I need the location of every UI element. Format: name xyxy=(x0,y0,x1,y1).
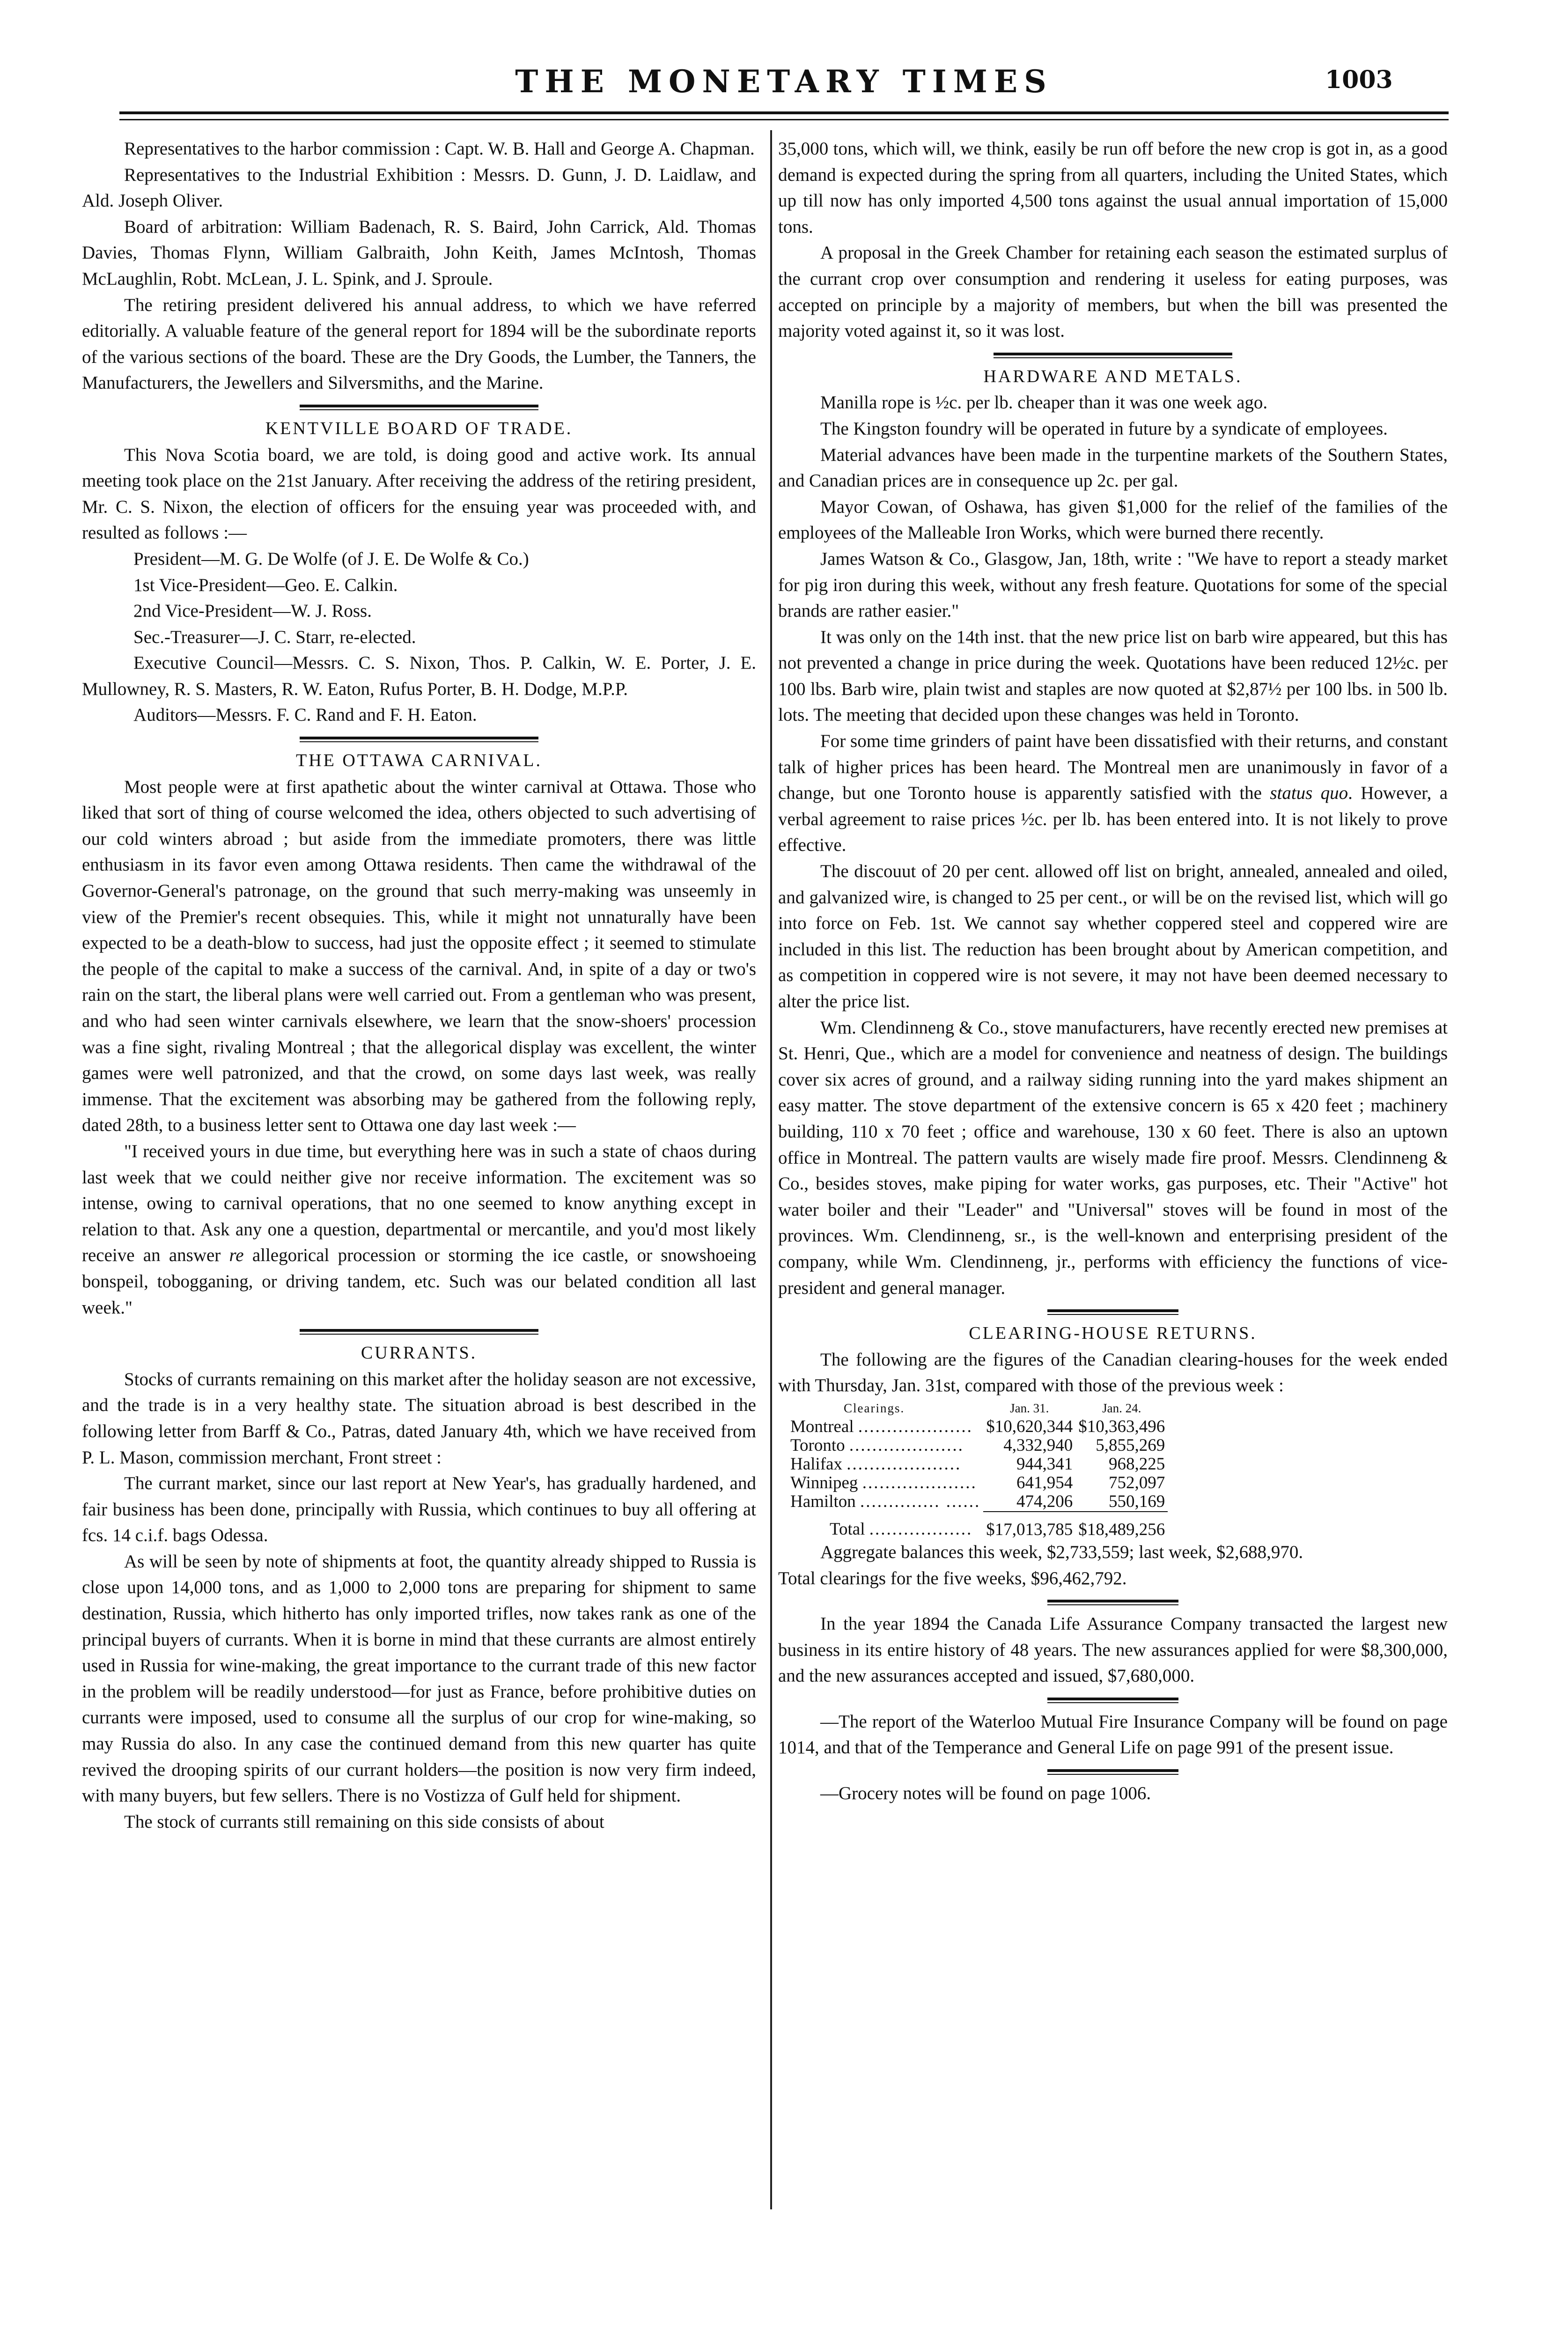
total-value: $18,489,256 xyxy=(1075,1512,1168,1539)
section-rule xyxy=(1047,1769,1178,1775)
value-cell: 5,855,269 xyxy=(1096,1435,1165,1455)
leader-dots: .................... xyxy=(862,1473,977,1492)
clearing-table xyxy=(788,1399,1168,1539)
officer-line: President—M. G. De Wolfe (of J. E. De Wolfe & Co.) xyxy=(133,548,529,569)
value-cell: 4,332,940 xyxy=(1003,1435,1073,1455)
paragraph: Total clearings for the five weeks, $96,462,792. xyxy=(778,1568,1127,1588)
right-column xyxy=(778,136,1448,1807)
section-rule xyxy=(300,737,538,742)
paragraph: Most people were at first apathetic about the winter carnival at Ottawa. Those who liked that sort of thing of course welcomed the idea, others objected to such advertising of our cold winters abroad ; but aside from the immediate promoters, there was little enthusiasm in its favor even among Ottawa residents. Then came the withdrawal of the Governor-General's patronage, on the ground that such merry-making was unseemly in view of the Premier's recent obsequies. This, while it might not unnaturally have been expected to be a death-blow to success, had just the opposite effect ; it seemed to stimulate the people of the capital to make a success of the carnival. And, in spite of a day or two's rain on the start, the liberal plans were well carried out. From a gentleman who was present, and who had seen winter carnivals elsewhere, we learn that the snow-shoers' procession was a fine sight, rivaling Montreal ; that the allegorical display was excellent, the winter games were well patronized, and that the crowd, on some days last week, was really immense. That the excitement was absorbing may be gathered from the following reply, dated 28th, to a business letter sent to Ottawa one day last week :— xyxy=(82,776,756,1136)
paragraph: James Watson & Co., Glasgow, Jan, 18th, write : "We have to report a steady market for pig iron during this week, without any fresh feature. Quotations for some of the special brands are rather easier." xyxy=(778,548,1448,621)
paragraph: Mayor Cowan, of Oshawa, has given $1,000 for the relief of the families of the employees of the Malleable Iron Works, which were burned there recently. xyxy=(778,496,1448,543)
column-header: Jan. 24. xyxy=(1102,1401,1141,1415)
total-label: Total xyxy=(830,1520,865,1539)
leader-dots: .............. ...... xyxy=(860,1492,981,1512)
masthead: THE MONETARY TIMES xyxy=(515,63,1053,100)
city-cell xyxy=(788,1455,983,1474)
city-cell xyxy=(788,1436,983,1455)
column-divider xyxy=(770,130,772,2209)
italic-span: re xyxy=(229,1245,244,1266)
paragraph: The currant market, since our last report at New Year's, has gradually hardened, and fair business has been done, principally with Russia, which continues to buy all offering at fcs. 14 c.i.f. bags Odessa. xyxy=(82,1473,756,1546)
paragraph: Board of arbitration: William Badenach, R. S. Baird, John Carrick, Ald. Thomas Davies, Thomas Flynn, William Galbraith, John Keith, James McIntosh, Thomas McLaughlin, Robt. McLean, J. L. Spink, and J. Sproule. xyxy=(82,216,756,289)
column-header: Jan. 31. xyxy=(1010,1401,1049,1415)
city-cell xyxy=(788,1418,983,1436)
total-value: $17,013,785 xyxy=(983,1512,1075,1539)
paragraph: The following are the figures of the Canadian clearing-houses for the week ended with Thursday, Jan. 31st, compared with those of the previous week : xyxy=(778,1349,1448,1396)
italic-span: status quo xyxy=(1270,783,1348,804)
leader-dots: .................... xyxy=(858,1417,973,1436)
quoted-letter xyxy=(82,1138,756,1321)
paragraph: Stocks of currants remaining on this market after the holiday season are not excessive, and the trade is in a very healthy state. The situation abroad is best described in the following letter from Barff & Co., Patras, dated January 4th, which we have received from P. L. Mason, commission merchant, Front street : xyxy=(82,1369,756,1468)
table-row xyxy=(788,1492,1168,1512)
paragraph: The discouut of 20 per cent. allowed off list on bright, annealed, annealed and oiled, and galvanized wire, is changed to 25 per cent., or will be on the revised list, which will go into force on Feb. 1st. We cannot say whether coppered steel and coppered wire are included in this list. The reduction has been brought about by American competition, and as competition in coppered wire is not severe, it may not have been deemed necessary to alter the price list. xyxy=(778,861,1448,1011)
section-rule xyxy=(994,353,1232,358)
value-cell: 968,225 xyxy=(1109,1454,1165,1474)
value-cell: $10,363,496 xyxy=(1078,1417,1165,1436)
column-header: Clearings. xyxy=(844,1401,905,1415)
paragraph: As will be seen by note of shipments at foot, the quantity already shipped to Russia is close upon 14,000 tons, and as 1,000 to 2,000 tons are preparing for shipment to same destination, Russia, which hitherto has only imported trifles, now takes rank as one of the principal buyers of currants. When it is borne in mind that these currants are almost entirely used in Russia for wine-making, the great importance to the currant trade of this new factor in the problem will be readily understood—for just as France, before prohibitive duties on currants were imposed, used to consume all the surplus of our crop for wine-making, so may Russia do also. In any case the continued demand from this new quarter has quite revived the drooping spirits of our currant holders—the position is now very firm indeed, with many buyers, but few sellers. There is no Vostizza of Gulf held for shipment. xyxy=(82,1551,756,1806)
paragraph: 35,000 tons, which will, we think, easily be run off before the new crop is got in, as a good demand is expected during the spring from all quarters, including the United States, which up till now has only imported 4,500 tons against the usual annual importation of 15,000 tons. xyxy=(778,139,1448,237)
paragraph: In the year 1894 the Canada Life Assurance Company transacted the largest new business in its entire history of 48 years. The new assurances applied for were $8,300,000, and the new assurances accepted and issued, $7,680,000. xyxy=(778,1614,1448,1686)
text-span: For some time grinders of paint have been dissatisfied with their returns, and constant talk of higher prices has been heard. The Montreal men are unanimously in favor of a change, but one Toronto house is apparently satisfied with the xyxy=(778,731,1448,804)
table-row xyxy=(788,1418,1168,1436)
paragraph xyxy=(778,728,1448,858)
paragraph: The Kingston foundry will be operated in future by a syndicate of employees. xyxy=(820,418,1388,439)
section-rule xyxy=(300,405,538,410)
paragraph: The retiring president delivered his annual address, to which we have referred editorially. A valuable feature of the general report for 1894 will be the subordinate reports of the various sections of the board. These are the Dry Goods, the Lumber, the Tanners, the Manufacturers, the Jewellers and Silversmiths, and the Marine. xyxy=(82,295,756,393)
paragraph: It was only on the 14th inst. that the new price list on barb wire appeared, but this has not prevented a change in price during the week. Quotations have been reduced 12½c. per 100 lbs. Barb wire, plain twist and staples are now quoted at $2,87½ per 100 lbs. in 500 lb. lots. The meeting that decided upon these changes was held in Toronto. xyxy=(778,627,1448,725)
paragraph: Wm. Clendinneng & Co., stove manufacturers, have recently erected new premises at St. Henri, Que., which are a model for convenience and neatness of design. The buildings cover six acres of ground, and a railway siding running into the yard makes shipment an easy matter. The stove department of the extensive concern is 65 x 420 feet ; machinery building, 110 x 70 feet ; office and warehouse, 130 x 60 feet. There is also an uptown office in Montreal. The pattern vaults are wisely made fire proof. Messrs. Clendinneng & Co., besides stoves, make piping for water works, gas purposes, etc. Their "Active" hot water boiler and their "Leader" and "Universal" stoves will be found in most of the provinces. Wm. Clendinneng, sr., is the well-known and enterprising president of the company, while Wm. Clendinneng, jr., performs with efficiency the functions of vice-president and general manager. xyxy=(778,1017,1448,1298)
paragraph: —Grocery notes will be found on page 1006. xyxy=(820,1783,1151,1804)
text-span: allegorical procession or storming the ice castle, or snowshoeing bonspeil, tobogganing, or driving tandem, etc. Such was our belated condition all last week." xyxy=(82,1245,756,1318)
section-rule xyxy=(1047,1600,1178,1605)
city-name: Toronto xyxy=(790,1435,845,1455)
officer-line: 2nd Vice-President—W. J. Ross. xyxy=(133,601,372,621)
total-row xyxy=(788,1512,1168,1539)
left-column xyxy=(82,136,756,1835)
table-row xyxy=(788,1474,1168,1492)
value-cell: 944,341 xyxy=(1016,1454,1073,1474)
value-cell: $10,620,344 xyxy=(986,1417,1073,1436)
value-cell: 474,206 xyxy=(1016,1491,1073,1511)
top-rule xyxy=(119,111,1449,114)
text-span: . However, a verbal agreement to raise prices ½c. per lb. has been entered into. It is not likely to prove effective. xyxy=(778,783,1448,856)
table-header-row xyxy=(788,1399,1168,1418)
table-row xyxy=(788,1455,1168,1474)
value-cell: 752,097 xyxy=(1109,1473,1165,1492)
city-cell xyxy=(788,1492,983,1512)
leader-dots: .................. xyxy=(869,1520,973,1539)
total-cell xyxy=(788,1512,983,1539)
officer-line: Executive Council—Messrs. C. S. Nixon, Thos. P. Calkin, W. E. Porter, J. E. Mullowney, R. S. Masters, R. W. Eaton, Rufus Porter, B. H. Dodge, M.P.P. xyxy=(82,653,756,699)
value-cell: 550,169 xyxy=(1109,1491,1165,1511)
value-cell: 641,954 xyxy=(1016,1473,1073,1492)
paragraph: Material advances have been made in the turpentine markets of the Southern States, and Canadian prices are in consequence up 2c. per gal. xyxy=(778,444,1448,491)
paragraph: Aggregate balances this week, $2,733,559; last week, $2,688,970. xyxy=(820,1542,1303,1562)
officer-line: Sec.-Treasurer—J. C. Starr, re-elected. xyxy=(133,627,416,647)
city-cell xyxy=(788,1474,983,1492)
section-heading: HARDWARE AND METALS. xyxy=(983,366,1243,386)
leader-dots: .................... xyxy=(849,1435,964,1455)
table-row xyxy=(788,1436,1168,1455)
section-heading: CURRANTS. xyxy=(361,1343,478,1363)
paragraph: —The report of the Waterloo Mutual Fire Insurance Company will be found on page 1014, and that of the Temperance and General Life on page 991 of the present issue. xyxy=(778,1711,1448,1758)
section-rule xyxy=(1047,1698,1178,1703)
section-heading: CLEARING-HOUSE RETURNS. xyxy=(969,1323,1257,1344)
paragraph: Representatives to the Industrial Exhibition : Messrs. D. Gunn, J. D. Laidlaw, and Ald. Joseph Oliver. xyxy=(82,164,756,211)
text-span: "I received yours in due time, but everything here was in such a state of chaos during last week that we could neither give nor receive information. The excitement was so intense, owing to carnival operations, that no one seemed to know anything except in relation to that. Ask any one a question, departmental or mercantile, and you'd most likely receive an answer xyxy=(82,1141,756,1266)
leader-dots: .................... xyxy=(847,1454,962,1474)
city-name: Winnipeg xyxy=(790,1473,858,1492)
paragraph: Manilla rope is ½c. per lb. cheaper than it was one week ago. xyxy=(820,392,1268,413)
page-number: 1003 xyxy=(1325,66,1393,94)
top-rule-thin xyxy=(119,119,1449,120)
paragraph: A proposal in the Greek Chamber for retaining each season the estimated surplus of the currant crop over consumption and rendering it useless for eating purposes, was accepted on principle by a majority of members, but when the bill was presented the majority voted against it, so it was lost. xyxy=(778,243,1448,341)
section-rule xyxy=(1047,1309,1178,1315)
section-heading: THE OTTAWA CARNIVAL. xyxy=(295,751,543,771)
section-rule xyxy=(300,1329,538,1335)
officer-line: 1st Vice-President—Geo. E. Calkin. xyxy=(133,575,398,595)
paragraph: Representatives to the harbor commission : Capt. W. B. Hall and George A. Chapman. xyxy=(124,139,755,159)
paragraph: The stock of currants still remaining on this side consists of about xyxy=(124,1811,604,1832)
city-name: Montreal xyxy=(790,1417,854,1436)
city-name: Hamilton xyxy=(790,1492,856,1512)
officer-line: Auditors—Messrs. F. C. Rand and F. H. Eaton. xyxy=(133,705,477,725)
section-heading: KENTVILLE BOARD OF TRADE. xyxy=(265,418,573,438)
city-name: Halifax xyxy=(790,1454,842,1474)
paragraph: This Nova Scotia board, we are told, is doing good and active work. Its annual meeting took place on the 21st January. After receiving the address of the retiring president, Mr. C. S. Nixon, the election of officers for the ensuing year was proceeded with, and resulted as follows :— xyxy=(82,444,756,543)
